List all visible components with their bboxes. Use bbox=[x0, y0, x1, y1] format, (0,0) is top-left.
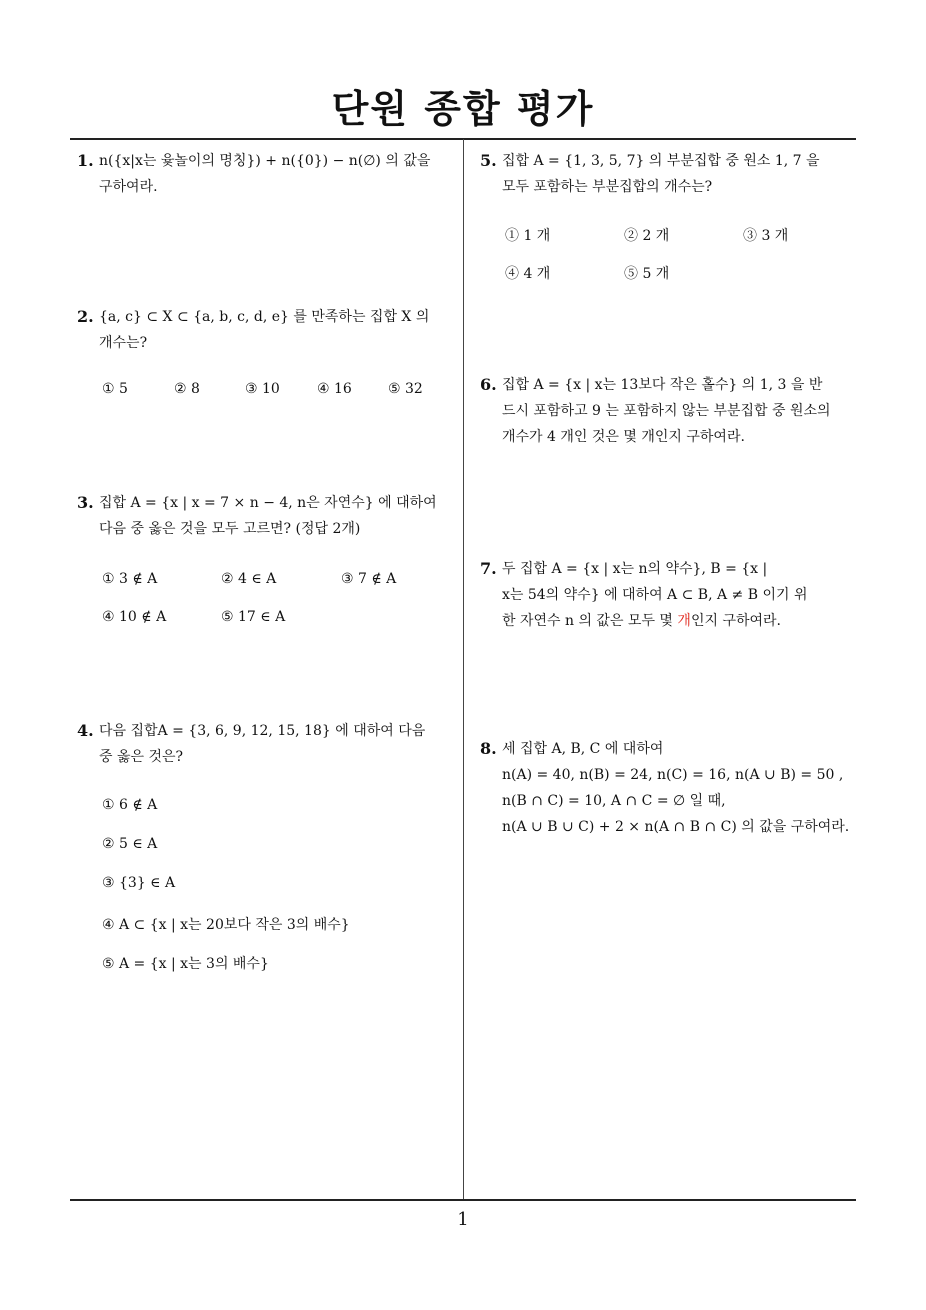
question-line: n(B ∩ C) = 10, A ∩ C = ∅ 일 때, bbox=[502, 793, 726, 809]
question-8 bbox=[480, 736, 860, 840]
question-line: 다음 집합A = {3, 6, 9, 12, 15, 18} 에 대하여 다음 bbox=[99, 723, 426, 739]
question-line: x는 54의 약수} 에 대하여 A ⊂ B, A ≠ B 이기 위 bbox=[502, 587, 808, 603]
question-text bbox=[502, 736, 860, 840]
question-7 bbox=[480, 556, 860, 634]
question-text bbox=[99, 148, 457, 200]
question-line bbox=[502, 608, 860, 634]
question-2 bbox=[77, 304, 457, 356]
choice-option[interactable]: ④ 10 ∉ A bbox=[102, 609, 167, 625]
question-6 bbox=[480, 372, 860, 450]
choice-option[interactable]: ④ A ⊂ {x | x는 20보다 작은 3의 배수} bbox=[102, 917, 350, 933]
question-number: 2. bbox=[77, 307, 94, 326]
question-line: n(A) = 40, n(B) = 24, n(C) = 16, n(A ∪ B) = 50 , bbox=[502, 767, 844, 783]
question-line: 개수가 4 개인 것은 몇 개인지 구하여라. bbox=[502, 429, 745, 445]
question-text bbox=[99, 490, 457, 542]
question-number: 5. bbox=[480, 151, 497, 170]
question-number: 6. bbox=[480, 375, 497, 394]
choice-option[interactable]: ⑤ A = {x | x는 3의 배수} bbox=[102, 956, 269, 972]
question-1 bbox=[77, 148, 457, 200]
question-line: 집합 A = {x | x는 13보다 작은 홀수} 의 1, 3 을 반 bbox=[502, 377, 823, 393]
question-line-part: 인지 구하여라. bbox=[690, 613, 781, 629]
question-line: 중 옳은 것은? bbox=[99, 749, 184, 765]
question-line: n({x|x는 윷놀이의 명칭}) + n({0}) − n(∅) 의 값을 bbox=[99, 153, 431, 169]
question-line: 집합 A = {x | x = 7 × n − 4, n은 자연수} 에 대하여 bbox=[99, 495, 437, 511]
question-4 bbox=[77, 718, 457, 770]
question-line: 모두 포함하는 부분집합의 개수는? bbox=[502, 179, 713, 195]
choice-option[interactable]: ⑤ 17 ∈ A bbox=[221, 609, 286, 625]
question-number: 4. bbox=[77, 721, 94, 740]
question-line-part: 한 자연수 n 의 값은 모두 몇 bbox=[502, 613, 678, 629]
question-line: n(A ∪ B ∪ C) + 2 × n(A ∩ B ∩ C) 의 값을 구하여라. bbox=[502, 819, 850, 835]
choice-option[interactable]: ⑤ 5 개 bbox=[624, 266, 670, 282]
question-text bbox=[502, 148, 860, 200]
question-line: 세 집합 A, B, C 에 대하여 bbox=[502, 741, 664, 757]
question-line: 두 집합 A = {x | x는 n의 약수}, B = {x | bbox=[502, 561, 768, 577]
question-line: 개수는? bbox=[99, 335, 148, 351]
choice-option[interactable]: ③ 10 bbox=[245, 381, 280, 397]
question-line: 구하여라. bbox=[99, 179, 158, 195]
question-text bbox=[99, 304, 457, 356]
question-number: 1. bbox=[77, 151, 94, 170]
choice-option[interactable]: ② 5 ∈ A bbox=[102, 836, 158, 852]
choice-option[interactable]: ① 6 ∉ A bbox=[102, 797, 158, 813]
question-text bbox=[502, 372, 860, 450]
choice-option[interactable]: ③ {3} ∈ A bbox=[102, 875, 176, 891]
question-number: 3. bbox=[77, 493, 94, 512]
page-number: 1 bbox=[457, 1209, 469, 1230]
highlighted-text: 개 bbox=[677, 613, 691, 629]
question-number: 8. bbox=[480, 739, 497, 758]
question-5 bbox=[480, 148, 860, 200]
question-line: 드시 포함하고 9 는 포함하지 않는 부분집합 중 원소의 bbox=[502, 403, 831, 419]
choice-option[interactable]: ⑤ 32 bbox=[388, 381, 423, 397]
question-line: 집합 A = {1, 3, 5, 7} 의 부분집합 중 원소 1, 7 을 bbox=[502, 153, 820, 169]
choice-option[interactable]: ① 5 bbox=[102, 381, 128, 397]
choice-option[interactable]: ① 3 ∉ A bbox=[102, 571, 158, 587]
question-text bbox=[99, 718, 457, 770]
question-text bbox=[502, 556, 860, 634]
question-3 bbox=[77, 490, 457, 542]
choice-option[interactable]: ③ 3 개 bbox=[743, 228, 789, 244]
question-line: {a, c} ⊂ X ⊂ {a, b, c, d, e} 를 만족하는 집합 X 의 bbox=[99, 309, 430, 325]
choice-option[interactable]: ④ 16 bbox=[317, 381, 352, 397]
choice-option[interactable]: ② 2 개 bbox=[624, 228, 670, 244]
page-title: 단원 종합 평가 bbox=[331, 87, 595, 131]
choice-option[interactable]: ① 1 개 bbox=[505, 228, 551, 244]
bottom-rule bbox=[70, 1199, 856, 1201]
question-line: 다음 중 옳은 것을 모두 고르면? (정답 2개) bbox=[99, 521, 361, 537]
choice-option[interactable]: ② 4 ∈ A bbox=[221, 571, 277, 587]
question-number: 7. bbox=[480, 559, 497, 578]
choice-option[interactable]: ③ 7 ∉ A bbox=[341, 571, 397, 587]
column-divider bbox=[463, 139, 464, 1199]
choice-option[interactable]: ② 8 bbox=[174, 381, 200, 397]
choice-option[interactable]: ④ 4 개 bbox=[505, 266, 551, 282]
